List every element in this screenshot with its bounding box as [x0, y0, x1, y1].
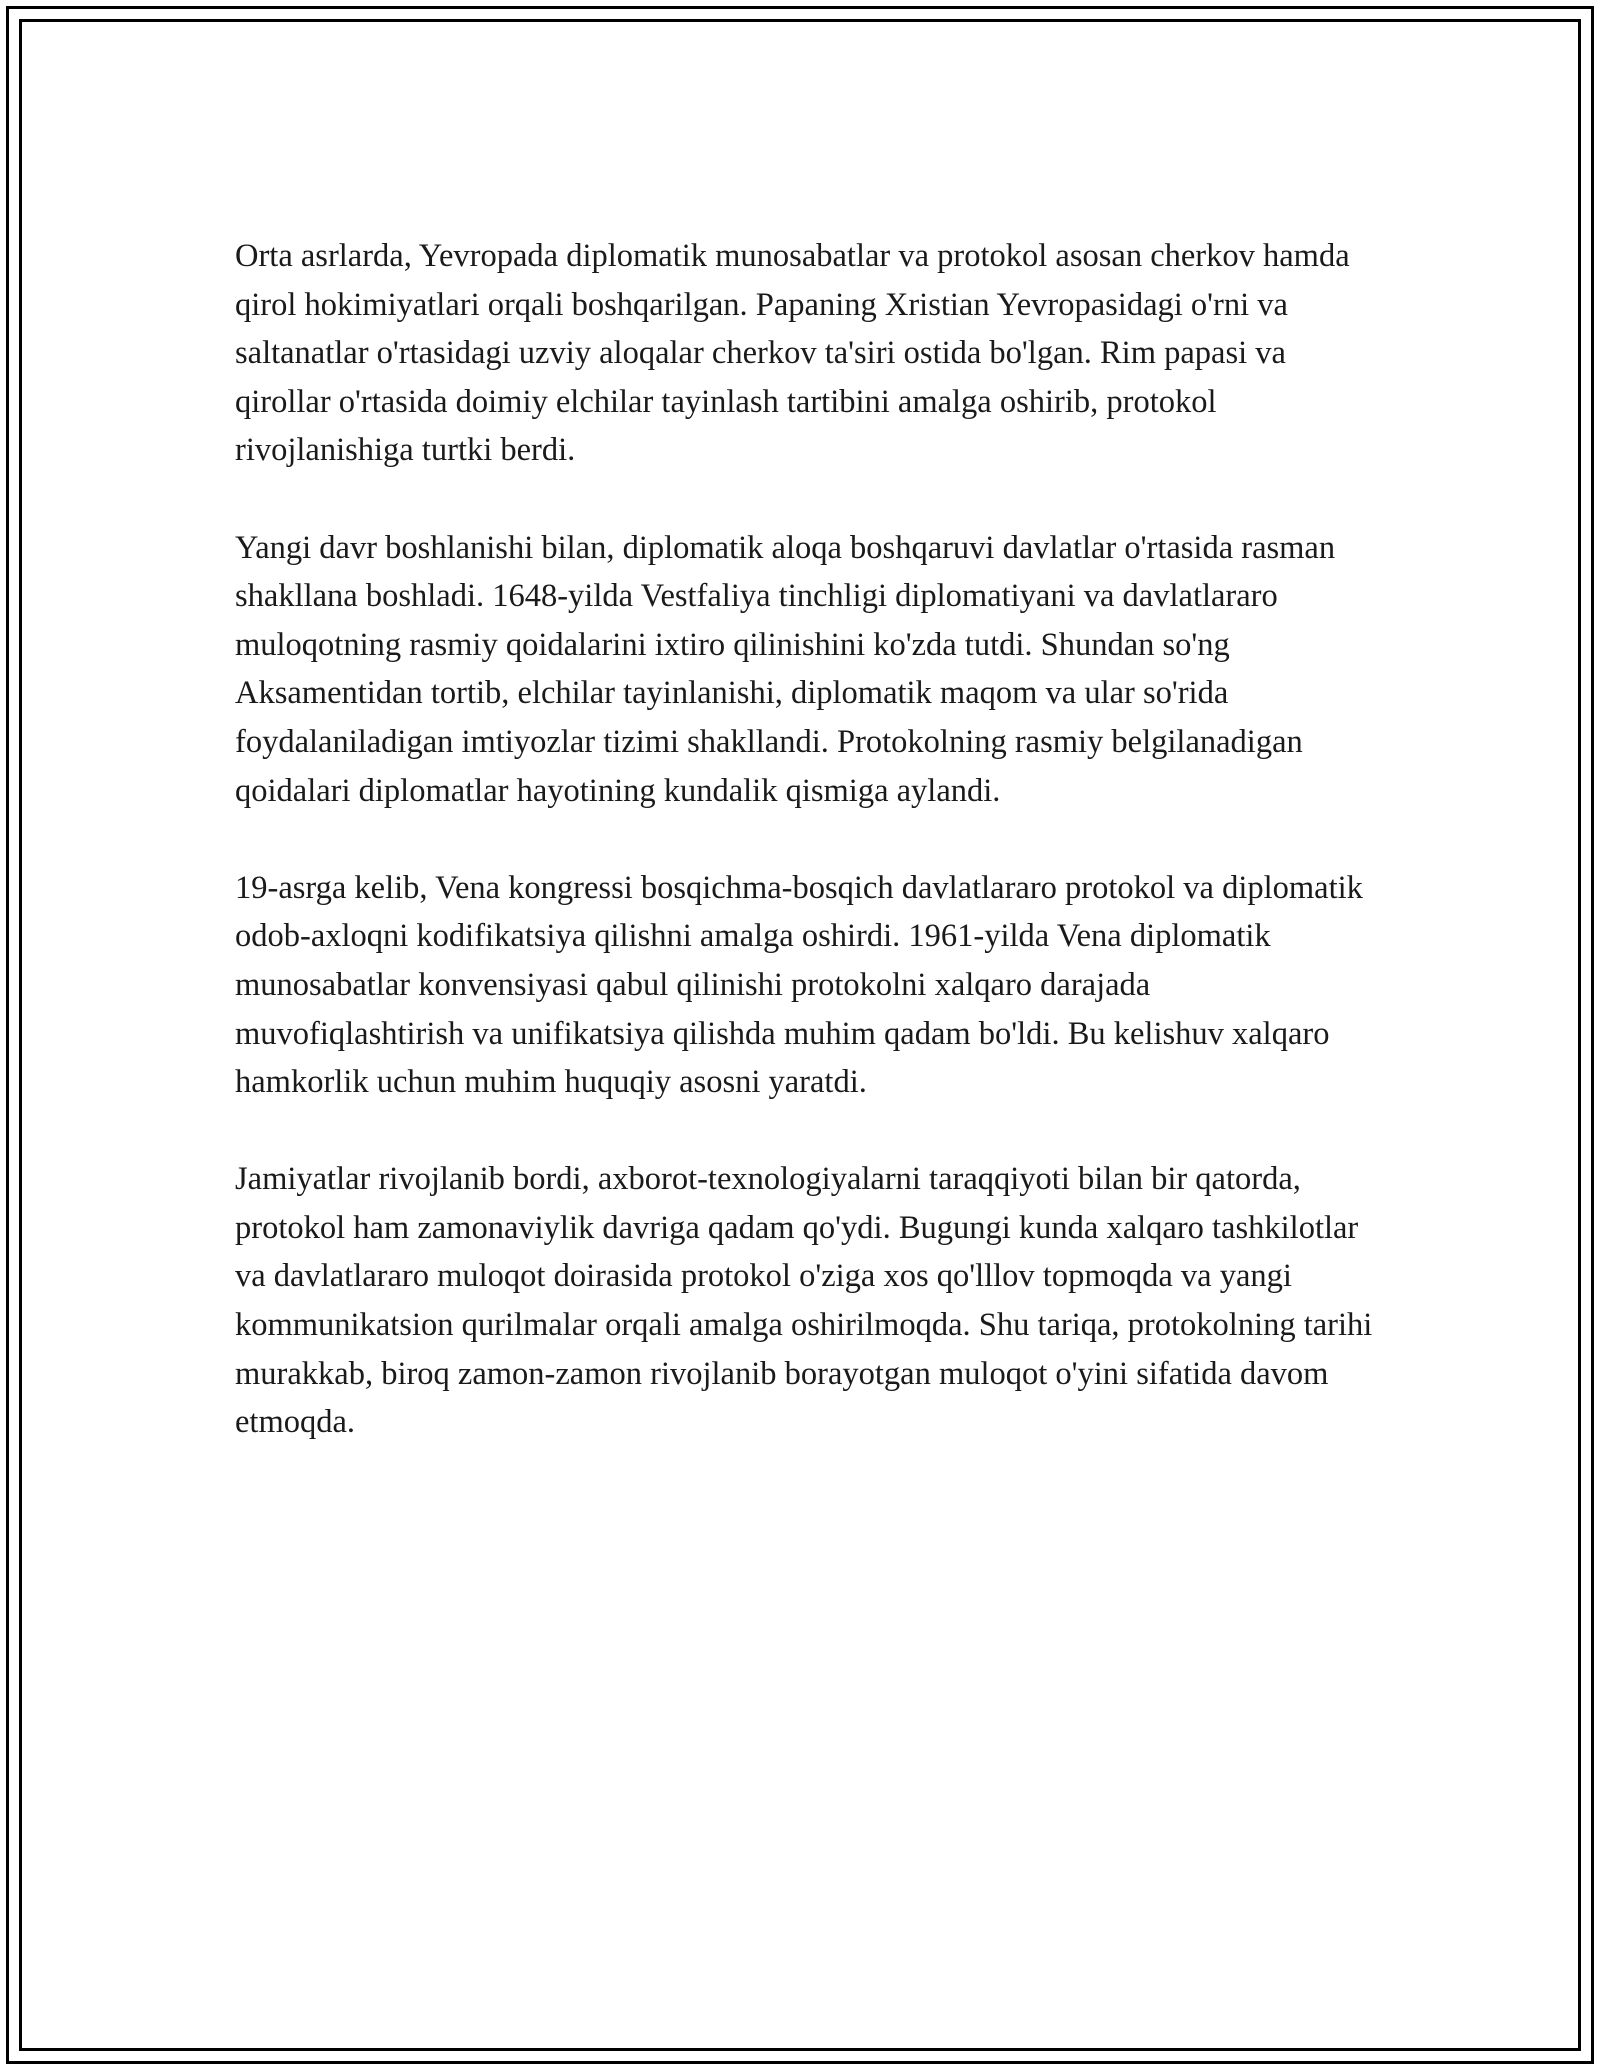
- paragraph-medieval-diplomacy: Orta asrlarda, Yevropada diplomatik munosabatlar va protokol asosan cherkov hamda qirol hokimiyatlari orqali boshqarilgan. Papaning Xristian Yevropasidagi o'rni va saltanatlar o'rtasidagi uzviy aloqalar cherkov ta'siri ostida bo'lgan. Rim papasi va qirollar o'rtasida doimiy elchilar tayinlash tartibini amalga oshirib, protokol rivojlanishiga turtki berdi.: [235, 238, 1350, 469]
- paragraph-modern-era: Yangi davr boshlanishi bilan, diplomatik aloqa boshqaruvi davlatlar o'rtasida rasman shakllana boshladi. 1648-yilda Vestfaliya tinchligi diplomatiyani va davlatlararo muloqotning rasmiy qoidalarini ixtiro qilinishini ko'zda tutdi. Shundan so'ng Aksamentidan tortib, elchilar tayinlanishi, diplomatik maqom va ular so'rida foydalaniladigan imtiyozlar tizimi shakllandi. Protokolning rasmiy belgilanadigan qoidalari diplomatlar hayotining kundalik qismiga aylandi.: [235, 529, 1336, 809]
- paragraph-vienna-congress: 19-asrga kelib, Vena kongressi bosqichma-bosqich davlatlararo protokol va diplomatik odob-axloqni kodifikatsiya qilishni amalga oshirdi. 1961-yilda Vena diplomatik munosabatlar konvensiyasi qabul qilinishi protokolni xalqaro darajada muvofiqlashtirish va unifikatsiya qilishda muhim qadam bo'ldi. Bu kelishuv xalqaro hamkorlik uchun muhim huquqiy asosni yaratdi.: [235, 869, 1363, 1101]
- paragraph-contemporary-protocol: Jamiyatlar rivojlanib bordi, axborot-texnologiyalarni taraqqiyoti bilan bir qatorda, protokol ham zamonaviylik davriga qadam qo'ydi. Bugungi kunda xalqaro tashkilotlar va davlatlararo muloqot doirasida protokol o'ziga xos qo'lllov topmoqda va yangi kommunikatsion qurilmalar orqali amalga oshirilmoqda. Shu tariqa, protokolning tarihi murakkab, biroq zamon-zamon rivojlanib borayotgan muloqot o'yini sifatida davom etmoqda.: [235, 1161, 1373, 1441]
- document-body: [235, 232, 1375, 1495]
